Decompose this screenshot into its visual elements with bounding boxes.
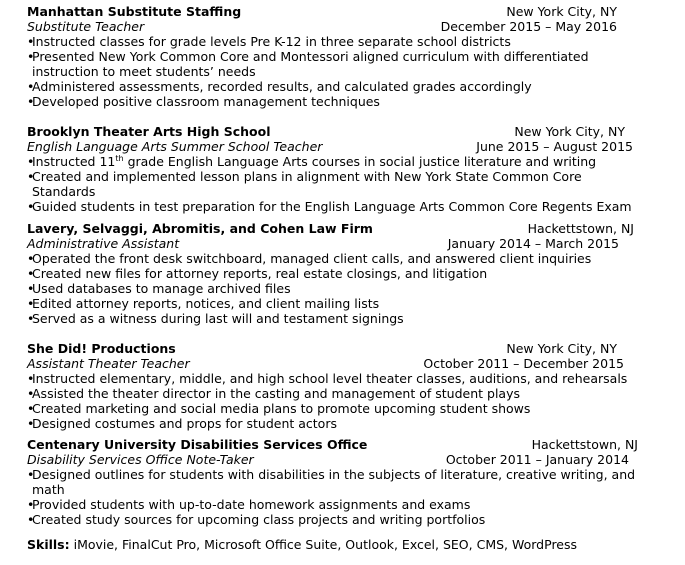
job-role-row <box>27 356 624 371</box>
job-role-row <box>27 19 617 34</box>
job-bullet: • Administered assessments, recorded results, and calculated grades accordingly <box>27 79 647 94</box>
job-role: Substitute Teacher <box>27 19 145 34</box>
bullet-text-pre: Instructed 11 <box>32 154 116 169</box>
job-bullet-list <box>27 251 647 326</box>
job-location: New York City, NY <box>506 341 617 356</box>
job-organization: Brooklyn Theater Arts High School <box>27 124 271 139</box>
job-role: Administrative Assistant <box>27 236 180 251</box>
job-role: Assistant Theater Teacher <box>27 356 190 371</box>
job-bullet-list <box>27 154 647 214</box>
section-spacer <box>27 326 647 341</box>
job-entry-brooklyn <box>27 124 647 214</box>
section-spacer <box>27 527 647 537</box>
job-header-row <box>27 221 634 236</box>
job-bullet: • Created and implemented lesson plans in alignment with New York State Common Core Standards <box>27 169 647 199</box>
job-bullet: • Instructed classes for grade levels Pre K-12 in three separate school districts <box>27 34 647 49</box>
job-organization: Manhattan Substitute Staffing <box>27 4 242 19</box>
job-bullet: • Created new files for attorney reports, real estate closings, and litigation <box>27 266 647 281</box>
job-header-row <box>27 341 617 356</box>
ordinal-suffix: th <box>115 154 124 163</box>
section-spacer <box>27 109 647 124</box>
job-location: New York City, NY <box>514 124 625 139</box>
job-header-row <box>27 437 638 452</box>
job-location: Hackettstown, NJ <box>527 221 634 236</box>
resume-page <box>27 4 647 552</box>
section-spacer <box>27 214 647 221</box>
bullet-text-post: grade English Language Arts courses in social justice literature and writing <box>123 154 597 169</box>
job-bullet: • Designed costumes and props for student actors <box>27 416 647 431</box>
job-role-row <box>27 452 629 467</box>
job-bullet-list <box>27 371 647 431</box>
job-bullet: • Provided students with up-to-date homework assignments and exams <box>27 497 647 512</box>
job-bullet: • Edited attorney reports, notices, and client mailing lists <box>27 296 647 311</box>
job-bullet <box>27 154 647 169</box>
job-bullet: • Assisted the theater director in the casting and management of student plays <box>27 386 647 401</box>
job-bullet: • Created marketing and social media plans to promote upcoming student shows <box>27 401 647 416</box>
job-entry-law-firm <box>27 221 647 326</box>
job-role-row <box>27 236 619 251</box>
job-dates: December 2015 – May 2016 <box>440 19 617 34</box>
job-role: English Language Arts Summer School Teacher <box>27 139 323 154</box>
job-dates: October 2011 – January 2014 <box>445 452 629 467</box>
job-entry-manhattan <box>27 4 647 109</box>
job-organization: Lavery, Selvaggi, Abromitis, and Cohen Law Firm <box>27 221 373 236</box>
job-dates: October 2011 – December 2015 <box>423 356 624 371</box>
job-location: Hackettstown, NJ <box>531 437 638 452</box>
job-bullet-list <box>27 467 647 527</box>
skills-line <box>27 537 647 552</box>
job-location: New York City, NY <box>506 4 617 19</box>
job-role-row <box>27 139 633 154</box>
job-bullet: • Created study sources for upcoming class projects and writing portfolios <box>27 512 647 527</box>
job-organization: Centenary University Disabilities Services Office <box>27 437 368 452</box>
job-dates: January 2014 – March 2015 <box>447 236 619 251</box>
job-dates: June 2015 – August 2015 <box>476 139 633 154</box>
job-bullet: • Operated the front desk switchboard, managed client calls, and answered client inquiries <box>27 251 647 266</box>
job-header-row <box>27 124 625 139</box>
job-bullet: • Served as a witness during last will and testament signings <box>27 311 647 326</box>
job-entry-she-did <box>27 341 647 431</box>
job-bullet: • Designed outlines for students with disabilities in the subjects of literature, creative writing, and math <box>27 467 644 497</box>
skills-label: Skills: <box>27 537 70 552</box>
job-bullet: • Guided students in test preparation for the English Language Arts Common Core Regents Exam <box>27 199 647 214</box>
skills-value: iMovie, FinalCut Pro, Microsoft Office Suite, Outlook, Excel, SEO, CMS, WordPress <box>73 537 578 552</box>
job-bullet: • Presented New York Common Core and Montessori aligned curriculum with differentiated instruction to meet students’ needs <box>27 49 602 79</box>
job-organization: She Did! Productions <box>27 341 176 356</box>
job-entry-centenary <box>27 437 647 527</box>
job-bullet: • Used databases to manage archived files <box>27 281 647 296</box>
job-header-row <box>27 4 617 19</box>
job-bullet-list <box>27 34 647 109</box>
job-bullet: • Instructed elementary, middle, and high school level theater classes, auditions, and rehearsals <box>27 371 647 386</box>
job-bullet: • Developed positive classroom management techniques <box>27 94 647 109</box>
job-role: Disability Services Office Note-Taker <box>27 452 254 467</box>
